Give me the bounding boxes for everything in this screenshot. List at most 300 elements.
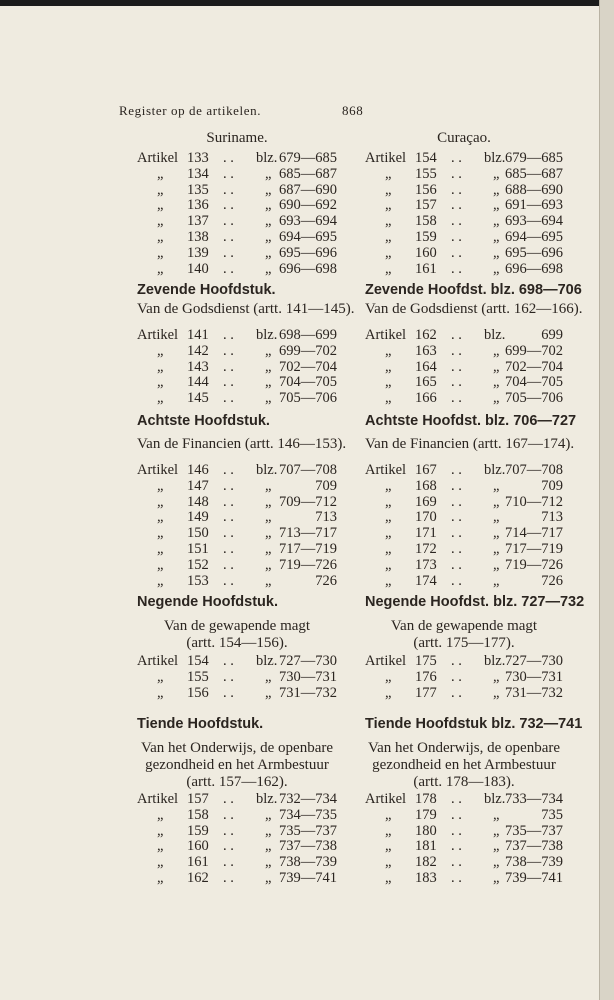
leader-dots: . . <box>223 556 234 573</box>
index-row <box>365 685 563 702</box>
index-row <box>137 494 337 511</box>
page-range: 696—698 <box>505 260 563 277</box>
page-range: 679—685 <box>505 150 563 166</box>
row-label: Artikel <box>137 653 179 669</box>
section-subtitle: gezondheid en het Armbestuur <box>372 757 556 773</box>
index-row <box>365 823 563 840</box>
blz-label: „ <box>265 556 272 573</box>
article-number: 161 <box>415 260 437 277</box>
index-row <box>137 261 337 278</box>
index-row <box>365 494 563 511</box>
leader-dots: . . <box>223 493 234 510</box>
index-row <box>137 213 337 230</box>
row-label: „ <box>157 509 164 526</box>
page-range: 734—735 <box>279 806 337 823</box>
leader-dots: . . <box>451 229 462 245</box>
article-number: 177 <box>415 684 437 701</box>
index-row <box>365 390 563 407</box>
index-row <box>365 509 563 526</box>
page-edge <box>599 0 614 1000</box>
leader-dots: . . <box>451 165 462 182</box>
article-number: 172 <box>415 541 437 557</box>
section-subtitle: (artt. 157—162). <box>186 774 288 790</box>
row-label: „ <box>385 509 392 526</box>
leader-dots: . . <box>451 791 462 807</box>
article-number: 156 <box>415 181 437 198</box>
article-number: 160 <box>415 244 437 261</box>
row-label: „ <box>157 806 164 823</box>
page-range: 733—734 <box>505 791 563 807</box>
article-number: 144 <box>187 374 209 391</box>
index-row <box>365 838 563 855</box>
section-heading: Tiende Hoofdstuk. <box>137 716 264 732</box>
article-number: 174 <box>415 572 437 589</box>
leader-dots: . . <box>223 838 234 855</box>
blz-label: „ <box>265 493 272 510</box>
blz-label: „ <box>493 229 500 245</box>
blz-label: blz. <box>484 791 506 807</box>
article-number: 136 <box>187 197 209 214</box>
blz-label: „ <box>493 525 500 542</box>
leader-dots: . . <box>223 260 234 277</box>
index-row <box>137 343 337 360</box>
leader-dots: . . <box>223 572 234 589</box>
page-range: 732—734 <box>279 791 337 807</box>
leader-dots: . . <box>451 390 462 407</box>
index-row <box>365 854 563 871</box>
row-label: „ <box>385 244 392 261</box>
section-subtitle: Van de gewapende magt <box>163 618 311 634</box>
blz-label: „ <box>265 822 272 839</box>
leader-dots: . . <box>223 477 234 494</box>
page-range: 679—685 <box>279 150 337 166</box>
section-heading: Zevende Hoofdst. blz. 698—706 <box>365 282 582 298</box>
index-row <box>137 791 337 808</box>
row-label: „ <box>157 244 164 261</box>
page-range: 709 <box>315 477 337 494</box>
index-row <box>137 229 337 246</box>
blz-label: „ <box>265 181 272 198</box>
blz-label: „ <box>493 870 500 886</box>
row-label: „ <box>385 342 392 359</box>
page-range: 730—731 <box>505 668 563 685</box>
page-range: 693—694 <box>279 213 337 230</box>
page-range: 685—687 <box>505 165 563 182</box>
index-row <box>137 807 337 824</box>
page-range: 709—712 <box>279 493 337 510</box>
blz-label: „ <box>265 477 272 494</box>
article-number: 179 <box>415 806 437 823</box>
index-row <box>137 182 337 199</box>
row-label: „ <box>385 541 392 557</box>
page-range: 696—698 <box>279 260 337 277</box>
leader-dots: . . <box>451 556 462 573</box>
page-range: 737—738 <box>505 838 563 855</box>
article-number: 167 <box>415 462 437 478</box>
leader-dots: . . <box>451 244 462 261</box>
leader-dots: . . <box>451 541 462 557</box>
blz-label: „ <box>493 358 500 375</box>
page-range: 726 <box>541 572 563 589</box>
leader-dots: . . <box>451 509 462 526</box>
row-label: Artikel <box>137 462 179 478</box>
row-label: „ <box>157 684 164 701</box>
leader-dots: . . <box>451 358 462 375</box>
leader-dots: . . <box>223 791 234 807</box>
blz-label: „ <box>493 854 500 871</box>
index-row <box>137 245 337 262</box>
row-label: „ <box>157 197 164 214</box>
page-range: 707—708 <box>505 462 563 478</box>
blz-label: „ <box>493 822 500 839</box>
blz-label: „ <box>493 244 500 261</box>
article-number: 142 <box>187 342 209 359</box>
page-range: 713 <box>315 509 337 526</box>
leader-dots: . . <box>223 342 234 359</box>
article-number: 178 <box>415 791 437 807</box>
leader-dots: . . <box>223 165 234 182</box>
article-number: 161 <box>187 854 209 871</box>
page-range: 704—705 <box>505 374 563 391</box>
blz-label: „ <box>493 668 500 685</box>
leader-dots: . . <box>451 870 462 886</box>
article-number: 162 <box>415 327 437 343</box>
blz-label: „ <box>265 244 272 261</box>
leader-dots: . . <box>451 462 462 478</box>
index-row <box>365 229 563 246</box>
index-row <box>137 854 337 871</box>
page-range: 735—737 <box>505 822 563 839</box>
page-range: 694—695 <box>505 229 563 245</box>
index-row <box>365 870 563 887</box>
index-row <box>365 573 563 590</box>
article-number: 158 <box>187 806 209 823</box>
index-row <box>137 685 337 702</box>
row-label: „ <box>157 838 164 855</box>
article-number: 135 <box>187 181 209 198</box>
page-range: 705—706 <box>279 390 337 407</box>
row-label: „ <box>385 181 392 198</box>
leader-dots: . . <box>451 838 462 855</box>
blz-label: blz. <box>484 462 506 478</box>
blz-label: „ <box>265 838 272 855</box>
index-row <box>365 541 563 558</box>
row-label: „ <box>157 572 164 589</box>
row-label: Artikel <box>365 150 407 166</box>
blz-label: blz. <box>484 653 506 669</box>
blz-label: blz. <box>484 150 506 166</box>
article-number: 162 <box>187 870 209 886</box>
blz-label: „ <box>265 684 272 701</box>
page-range: 707—708 <box>279 462 337 478</box>
blz-label: „ <box>493 493 500 510</box>
blz-label: „ <box>493 541 500 557</box>
article-number: 157 <box>187 791 209 807</box>
index-row <box>365 197 563 214</box>
blz-label: „ <box>265 260 272 277</box>
page-range: 735 <box>541 806 563 823</box>
section-subtitle: Van de Financien (artt. 167—174). <box>365 436 575 452</box>
blz-label: blz. <box>256 791 278 807</box>
section-subtitle: Van de Godsdienst (artt. 141—145). <box>137 301 355 317</box>
article-number: 143 <box>187 358 209 375</box>
row-label: „ <box>157 525 164 542</box>
row-label: „ <box>157 342 164 359</box>
row-label: „ <box>385 838 392 855</box>
row-label: „ <box>157 358 164 375</box>
page-range: 714—717 <box>505 525 563 542</box>
page-range: 694—695 <box>279 229 337 245</box>
page-range: 719—726 <box>505 556 563 573</box>
row-label: „ <box>157 260 164 277</box>
row-label: „ <box>157 181 164 198</box>
article-number: 182 <box>415 854 437 871</box>
page-number: 868 <box>342 103 364 118</box>
index-row <box>365 525 563 542</box>
index-row <box>365 166 563 183</box>
blz-label: „ <box>493 477 500 494</box>
section-subtitle: (artt. 175—177). <box>413 635 515 651</box>
article-number: 158 <box>415 213 437 230</box>
blz-label: „ <box>265 806 272 823</box>
blz-label: „ <box>493 374 500 391</box>
page-range: 687—690 <box>279 181 337 198</box>
page-range: 705—706 <box>505 390 563 407</box>
index-row <box>137 557 337 574</box>
leader-dots: . . <box>451 684 462 701</box>
leader-dots: . . <box>451 213 462 230</box>
page-range: 731—732 <box>279 684 337 701</box>
column-title: Suriname. <box>206 130 268 146</box>
article-number: 155 <box>415 165 437 182</box>
article-number: 134 <box>187 165 209 182</box>
index-row <box>365 150 563 167</box>
index-row <box>137 478 337 495</box>
row-label: „ <box>385 493 392 510</box>
section-subtitle: (artt. 154—156). <box>186 635 288 651</box>
leader-dots: . . <box>223 150 234 166</box>
index-row <box>365 359 563 376</box>
leader-dots: . . <box>223 390 234 407</box>
row-label: „ <box>385 358 392 375</box>
article-number: 170 <box>415 509 437 526</box>
article-number: 159 <box>187 822 209 839</box>
page-range: 704—705 <box>279 374 337 391</box>
index-row <box>137 573 337 590</box>
article-number: 141 <box>187 327 209 343</box>
leader-dots: . . <box>223 358 234 375</box>
row-label: „ <box>385 229 392 245</box>
article-number: 145 <box>187 390 209 407</box>
article-number: 154 <box>415 150 437 166</box>
index-row <box>137 823 337 840</box>
blz-label: blz. <box>256 150 278 166</box>
blz-label: blz. <box>256 327 278 343</box>
page-range: 727—730 <box>279 653 337 669</box>
index-row <box>137 653 337 670</box>
leader-dots: . . <box>223 525 234 542</box>
page-range: 685—687 <box>279 165 337 182</box>
leader-dots: . . <box>451 374 462 391</box>
page-range: 738—739 <box>505 854 563 871</box>
page-range: 726 <box>315 572 337 589</box>
page-range: 713—717 <box>279 525 337 542</box>
section-subtitle: Van de Financien (artt. 146—153). <box>137 436 347 452</box>
row-label: Artikel <box>365 327 407 343</box>
row-label: „ <box>157 374 164 391</box>
blz-label: „ <box>493 260 500 277</box>
leader-dots: . . <box>451 653 462 669</box>
row-label: „ <box>157 390 164 407</box>
page-range: 710—712 <box>505 493 563 510</box>
page-range: 739—741 <box>505 870 563 886</box>
page-range: 738—739 <box>279 854 337 871</box>
blz-label: „ <box>265 165 272 182</box>
section-subtitle: (artt. 178—183). <box>413 774 515 790</box>
index-row <box>137 525 337 542</box>
page-range: 739—741 <box>279 870 337 886</box>
blz-label: „ <box>493 556 500 573</box>
article-number: 138 <box>187 229 209 245</box>
section-subtitle: Van de Godsdienst (artt. 162—166). <box>365 301 583 317</box>
row-label: „ <box>385 870 392 886</box>
page-range: 719—726 <box>279 556 337 573</box>
index-row <box>137 166 337 183</box>
leader-dots: . . <box>451 150 462 166</box>
row-label: „ <box>157 213 164 230</box>
blz-label: „ <box>265 197 272 214</box>
page-range: 688—690 <box>505 181 563 198</box>
row-label: Artikel <box>365 462 407 478</box>
page-range: 699—702 <box>279 342 337 359</box>
leader-dots: . . <box>223 870 234 886</box>
article-number: 180 <box>415 822 437 839</box>
index-row <box>137 669 337 686</box>
row-label: „ <box>157 854 164 871</box>
blz-label: „ <box>493 181 500 198</box>
leader-dots: . . <box>451 181 462 198</box>
page-range: 702—704 <box>505 358 563 375</box>
leader-dots: . . <box>223 244 234 261</box>
page-range: 730—731 <box>279 668 337 685</box>
article-number: 140 <box>187 260 209 277</box>
index-row <box>137 541 337 558</box>
blz-label: „ <box>265 525 272 542</box>
page-range: 735—737 <box>279 822 337 839</box>
article-number: 137 <box>187 213 209 230</box>
row-label: „ <box>385 572 392 589</box>
index-row <box>365 374 563 391</box>
blz-label: blz. <box>256 653 278 669</box>
blz-label: „ <box>265 390 272 407</box>
blz-label: „ <box>265 509 272 526</box>
row-label: „ <box>385 668 392 685</box>
row-label: Artikel <box>365 653 407 669</box>
article-number: 159 <box>415 229 437 245</box>
leader-dots: . . <box>223 509 234 526</box>
running-header-title: Register op de artikelen. <box>119 103 262 118</box>
page-range: 713 <box>541 509 563 526</box>
blz-label: „ <box>493 390 500 407</box>
row-label: „ <box>385 525 392 542</box>
section-heading: Negende Hoofdst. blz. 727—732 <box>365 594 585 610</box>
leader-dots: . . <box>223 854 234 871</box>
leader-dots: . . <box>451 806 462 823</box>
leader-dots: . . <box>223 668 234 685</box>
blz-label: „ <box>265 374 272 391</box>
index-row <box>365 261 563 278</box>
leader-dots: . . <box>223 213 234 230</box>
index-row <box>137 359 337 376</box>
section-heading: Achtste Hoofdstuk. <box>137 413 270 429</box>
blz-label: „ <box>265 541 272 557</box>
leader-dots: . . <box>451 668 462 685</box>
leader-dots: . . <box>223 462 234 478</box>
index-row <box>365 557 563 574</box>
index-row <box>137 390 337 407</box>
row-label: „ <box>385 213 392 230</box>
article-number: 154 <box>187 653 209 669</box>
article-number: 146 <box>187 462 209 478</box>
index-row <box>365 182 563 199</box>
column-title: Curaçao. <box>437 130 491 146</box>
row-label: „ <box>385 165 392 182</box>
row-label: „ <box>385 806 392 823</box>
row-label: Artikel <box>365 791 407 807</box>
page-range: 699 <box>541 327 563 343</box>
blz-label: „ <box>265 572 272 589</box>
index-row <box>137 197 337 214</box>
article-number: 152 <box>187 556 209 573</box>
index-row <box>365 245 563 262</box>
leader-dots: . . <box>223 181 234 198</box>
row-label: Artikel <box>137 327 179 343</box>
blz-label: „ <box>265 213 272 230</box>
blz-label: „ <box>493 213 500 230</box>
index-row <box>365 327 563 344</box>
row-label: „ <box>385 556 392 573</box>
leader-dots: . . <box>451 525 462 542</box>
leader-dots: . . <box>451 342 462 359</box>
blz-label: „ <box>493 684 500 701</box>
article-number: 166 <box>415 390 437 407</box>
leader-dots: . . <box>223 806 234 823</box>
row-label: „ <box>385 374 392 391</box>
page-range: 737—738 <box>279 838 337 855</box>
page-range: 727—730 <box>505 653 563 669</box>
article-number: 133 <box>187 150 209 166</box>
row-label: „ <box>385 822 392 839</box>
leader-dots: . . <box>451 327 462 343</box>
section-subtitle: Van het Onderwijs, de openbare <box>367 740 561 756</box>
index-row <box>137 327 337 344</box>
article-number: 171 <box>415 525 437 542</box>
article-number: 150 <box>187 525 209 542</box>
article-number: 168 <box>415 477 437 494</box>
leader-dots: . . <box>451 197 462 214</box>
leader-dots: . . <box>451 493 462 510</box>
leader-dots: . . <box>223 229 234 245</box>
blz-label: „ <box>493 342 500 359</box>
blz-label: „ <box>493 838 500 855</box>
section-heading: Zevende Hoofdstuk. <box>137 282 276 298</box>
page-range: 731—732 <box>505 684 563 701</box>
row-label: „ <box>157 541 164 557</box>
index-row <box>137 462 337 479</box>
section-subtitle: gezondheid en het Armbestuur <box>145 757 329 773</box>
leader-dots: . . <box>223 374 234 391</box>
index-row <box>137 838 337 855</box>
